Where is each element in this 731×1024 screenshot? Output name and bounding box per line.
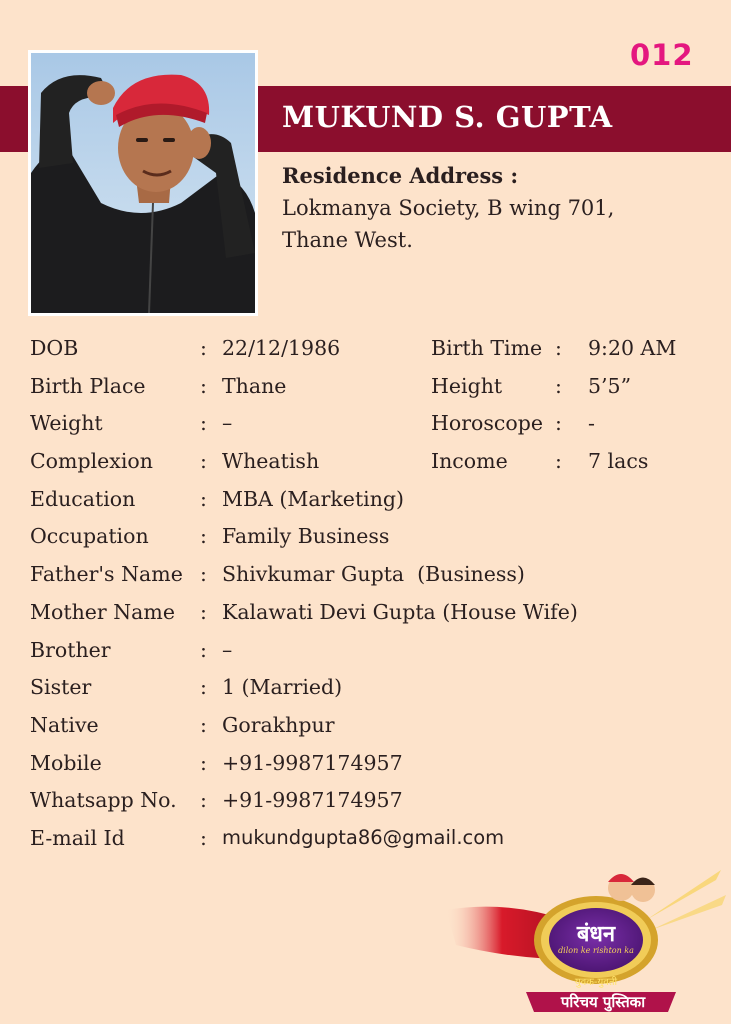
detail-value: Shivkumar Gupta (Business) [222,562,525,587]
page-number: 012 [630,38,694,72]
bandhan-logo [446,850,726,1020]
detail-label: Father's Name [30,562,183,587]
detail-row-mother-name [30,600,720,638]
detail-colon-2: : [555,336,562,360]
detail-value: 1 (Married) [222,675,343,700]
detail-colon: : [200,675,207,700]
detail-colon: : [200,524,207,549]
detail-colon: : [200,373,207,398]
detail-value: Family Business [222,524,390,549]
detail-row-education [30,487,720,525]
detail-label-2: Horoscope [431,411,543,436]
detail-row-complexion [30,449,720,487]
detail-label: DOB [30,336,79,360]
detail-colon: : [200,562,207,587]
detail-value: +91-9987174957 [222,750,403,775]
address-line-2: Thane West. [282,228,413,252]
detail-colon-2: : [555,373,562,398]
profile-name: MUKUND S. GUPTA [282,100,613,134]
detail-value: Gorakhpur [222,712,335,737]
detail-value-email: mukundgupta86@gmail.com [222,825,505,849]
logo-banner-bottom: परिचय पुस्तिका [560,993,646,1011]
logo-tagline: dilon ke rishton ka [558,946,634,955]
detail-colon: : [200,712,207,737]
detail-colon: : [200,750,207,775]
detail-label: Complexion [30,449,153,474]
detail-value-2: 7 lacs [588,449,649,474]
detail-colon-2: : [555,411,562,436]
detail-label: Education [30,486,136,511]
detail-value: +91-9987174957 [222,788,403,813]
detail-value: Thane [222,373,287,398]
detail-row-mobile [30,751,720,789]
detail-value: – [222,637,233,662]
detail-row-father-name [30,562,720,600]
detail-colon: : [200,486,207,511]
detail-label: Whatsapp No. [30,788,177,813]
logo-banner-top: युवक-युवती [574,977,618,988]
detail-value: – [222,411,233,436]
detail-label: Occupation [30,524,149,549]
detail-colon-2: : [555,449,562,474]
detail-colon: : [200,411,207,436]
detail-colon: : [200,336,207,360]
detail-value: Wheatish [222,449,320,474]
detail-label: Sister [30,675,92,700]
detail-label: Native [30,712,99,737]
detail-colon: : [200,788,207,813]
detail-label: E-mail Id [30,825,125,850]
address-block [282,160,712,256]
detail-row-brother [30,638,720,676]
detail-row-birth-place [30,374,720,412]
detail-row-occupation [30,524,720,562]
detail-row-weight [30,411,720,449]
profile-photo [31,53,255,313]
detail-value-2: 9:20 AM [588,336,677,360]
detail-value: 22/12/1986 [222,336,341,360]
detail-label-2: Birth Time [431,336,543,360]
detail-label: Brother [30,637,111,662]
residence-label: Residence Address : [282,163,519,188]
detail-colon: : [200,599,207,624]
detail-label: Mobile [30,750,102,775]
detail-label-2: Height [431,373,503,398]
profile-photo-frame [28,50,258,316]
detail-row-dob [30,336,720,374]
detail-row-whatsapp [30,788,720,826]
address-line-1: Lokmanya Society, B wing 701, [282,196,615,220]
detail-label: Weight [30,411,103,436]
detail-value-2: - [588,411,595,436]
detail-label-2: Income [431,449,508,474]
detail-value: Kalawati Devi Gupta (House Wife) [222,599,578,624]
detail-row-native [30,713,720,751]
detail-row-sister [30,675,720,713]
detail-value-2: 5’5” [588,373,632,398]
detail-label: Mother Name [30,599,175,624]
logo-brand: बंधन [576,922,616,947]
detail-value: MBA (Marketing) [222,486,405,511]
detail-colon: : [200,449,207,474]
details-table [30,336,720,864]
detail-colon: : [200,637,207,662]
detail-colon: : [200,825,207,850]
detail-label: Birth Place [30,373,146,398]
